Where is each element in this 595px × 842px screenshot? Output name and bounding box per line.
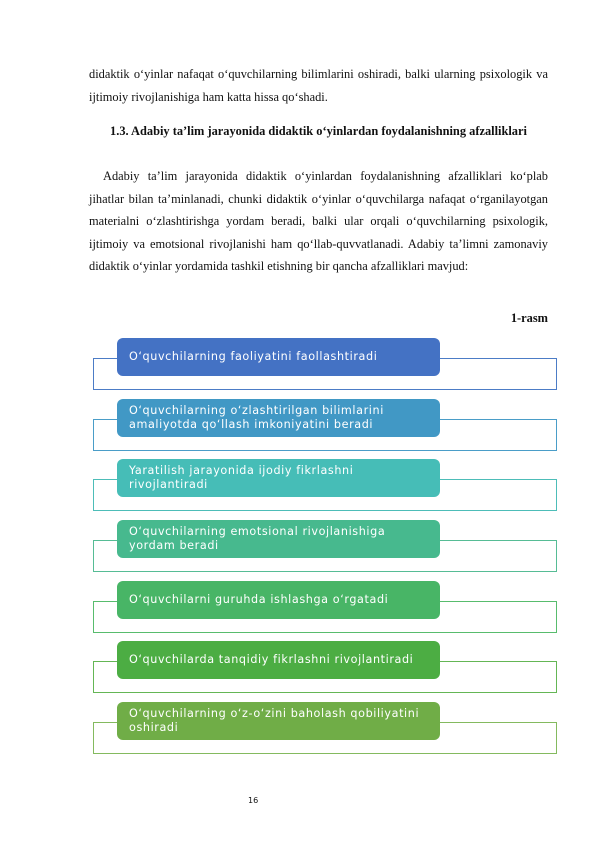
- diagram-frame-7: [93, 722, 557, 754]
- diagram-line-right-3: [439, 479, 557, 480]
- diagram-line-left-2: [93, 419, 118, 420]
- figure-caption: 1-rasm: [510, 311, 548, 325]
- diagram-line-right-6: [439, 661, 557, 662]
- diagram-item-4-label: O‘quvchilarning emotsional rivojlanishiga yordam beradi: [129, 525, 386, 552]
- diagram-item-3: [117, 459, 440, 497]
- intro-paragraph: didaktik o‘yinlar nafaqat o‘quvchilarning bilimlarini oshiradi, balki ularning psixologik va ijtimoiy rivojlanishiga ham katta hissa qo‘shadi.: [89, 67, 548, 104]
- diagram-frame-1: [93, 358, 557, 390]
- diagram-item-7: [117, 702, 440, 740]
- diagram-line-right-1: [439, 358, 557, 359]
- diagram-item-4: [117, 520, 440, 558]
- page-number: 16: [248, 796, 259, 805]
- diagram-frame-4: [93, 540, 557, 572]
- diagram-line-left-5: [93, 601, 118, 602]
- diagram-line-right-4: [439, 540, 557, 541]
- diagram-item-5: [117, 581, 440, 619]
- diagram-line-right-7: [439, 722, 557, 723]
- diagram-line-left-1: [93, 358, 118, 359]
- diagram-line-left-4: [93, 540, 118, 541]
- diagram-line-right-5: [439, 601, 557, 602]
- diagram-item-3-label: Yaratilish jarayonida ijodiy fikrlashni rivojlantiradi: [129, 464, 354, 491]
- diagram-frame-5: [93, 601, 557, 633]
- diagram-line-left-6: [93, 661, 118, 662]
- diagram-line-left-7: [93, 722, 118, 723]
- diagram-line-right-2: [439, 419, 557, 420]
- diagram-item-7-label: O‘quvchilarning o‘z-o‘zini baholash qobiliyatini oshiradi: [129, 707, 420, 734]
- diagram-item-6: [117, 641, 440, 679]
- diagram-item-2: [117, 399, 440, 437]
- diagram-item-1: [117, 338, 440, 376]
- diagram-frame-3: [93, 479, 557, 511]
- diagram-frame-6: [93, 661, 557, 693]
- diagram-item-5-label: O‘quvchilarni guruhda ishlashga o‘rgatadi: [129, 593, 389, 606]
- diagram-frame-2: [93, 419, 557, 451]
- diagram-item-2-label: O‘quvchilarning o‘zlashtirilgan bilimlarini amaliyotda qo‘llash imkoniyatini beradi: [129, 404, 384, 431]
- section-heading: 1.3. Adabiy ta’lim jarayonida didaktik o‘yinlardan foydalanishning afzalliklari: [110, 124, 527, 138]
- diagram-item-1-label: O‘quvchilarning faoliyatini faollashtiradi: [129, 350, 378, 363]
- diagram-item-6-label: O‘quvchilarda tanqidiy fikrlashni rivojlantiradi: [129, 653, 414, 666]
- body-paragraph: Adabiy ta’lim jarayonida didaktik o‘yinlardan foydalanishning afzalliklari ko‘plab jihatlar bilan ta’minlanadi, chunki didaktik o‘yinlar o‘quvchilarga nafaqat o‘rganilayotgan materialni o‘zlashtirishga yordam beradi, balki ular orqali o‘quvchilarning psixologik, ijtimoiy va emotsional rivojlanishi ham qo‘llab-quvvatlanadi. Adabiy ta’limni zamonaviy didaktik o‘yinlar yordamida tashkil etishning bir qancha afzalliklari mavjud:: [89, 169, 548, 274]
- diagram-line-left-3: [93, 479, 118, 480]
